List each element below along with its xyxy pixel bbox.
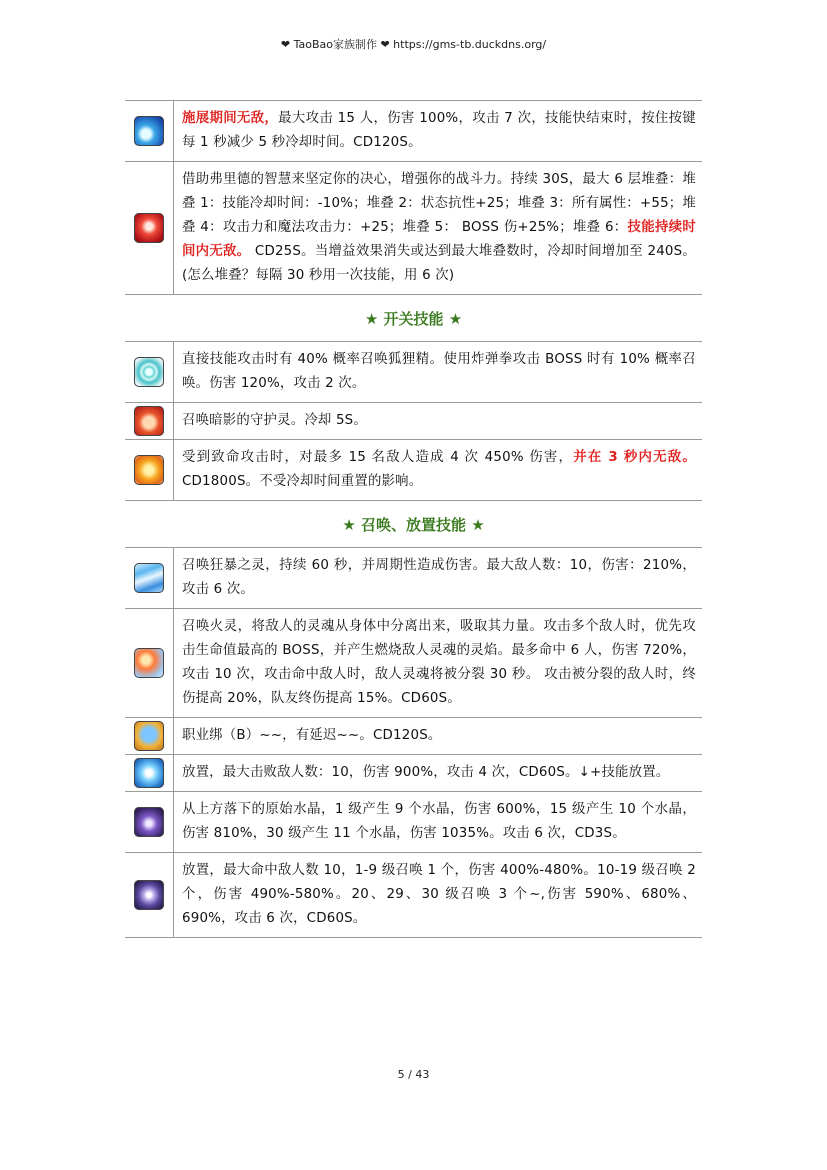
skill-description — [174, 101, 702, 161]
description-text: 职业绑（B）~~，有延迟~~。CD120S。 — [182, 728, 442, 743]
highlight-text: 施展期间无敌， — [182, 111, 279, 126]
skill-row — [125, 717, 702, 754]
page-number: 5 / 43 — [397, 1068, 430, 1081]
skill-icon-cell — [125, 755, 174, 791]
skill-description — [174, 853, 702, 937]
skill-description — [174, 609, 702, 717]
skill-row — [125, 341, 702, 402]
description-text: 从上方落下的原始水晶，1 级产生 9 个水晶，伤害 600%，15 级产生 10 个水晶，伤害 810%，30 级产生 11 个水晶，伤害 1035%。攻击 6 次，CD3S。 — [182, 802, 696, 841]
skill-description — [174, 718, 702, 754]
description-text: CD25S。当增益效果消失或达到最大堆叠数时，冷却时间增加至 240S。(怎么堆叠？每隔 30 秒用一次技能，用 6 次) — [182, 244, 697, 283]
teal-ring-icon — [134, 357, 164, 387]
skill-row — [125, 161, 702, 294]
skill-row — [125, 852, 702, 938]
highlight-text: 并在 3 秒内无敌。 — [573, 450, 697, 465]
red-face-icon — [134, 406, 164, 436]
description-text: 直接技能攻击时有 40% 概率召唤狐狸精。使用炸弹拳攻击 BOSS 时有 10% 概率召唤。伤害 120%，攻击 2 次。 — [182, 352, 696, 391]
orange-spirit-icon — [134, 455, 164, 485]
description-text: 受到致命攻击时，对最多 15 名敌人造成 4 次 450% 伤害， — [182, 450, 574, 465]
description-text: 召唤火灵，将敌人的灵魂从身体中分离出来，吸取其力量。攻击多个敌人时，优先攻击生命值最高的 BOSS，并产生燃烧敌人灵魂的灵焰。最多命中 6 人，伤害 720%，攻击 10 次，攻击命中敌人时，敌人灵魂将被分裂 30 秒。 攻击被分裂的敌人时，终伤提高 20%，队友终伤提高 15%。CD60S。 — [182, 619, 696, 706]
skill-description — [174, 755, 702, 791]
skill-icon-cell — [125, 853, 174, 937]
skill-row — [125, 439, 702, 500]
purple-orb-icon — [134, 880, 164, 910]
skill-icon-cell — [125, 101, 174, 161]
skill-icon-cell — [125, 548, 174, 608]
description-text: 借助弗里德的智慧来坚定你的决心，增强你的战斗力。持续 30S，最大 6 层堆叠：堆叠 1：技能冷却时间：-10%；堆叠 2：状态抗性+25；堆叠 3：所有属性：+55；堆叠 4：攻击力和魔法攻击力：+25；堆叠 5： BOSS 伤+25%；堆叠 6： — [182, 172, 696, 235]
section-toggle-skills: ★ 开关技能 ★ — [125, 294, 702, 341]
purple-crystal-icon — [134, 807, 164, 837]
description-text: CD1800S。不受冷却时间重置的影响。 — [182, 474, 423, 489]
skill-description — [174, 342, 702, 402]
skill-icon-cell — [125, 440, 174, 500]
skill-icon-cell — [125, 792, 174, 852]
skill-table — [125, 100, 702, 938]
skill-description — [174, 403, 702, 439]
description-text: 放置，最大命中敌人数 10，1-9 级召唤 1 个，伤害 400%-480%。10-19 级召唤 2 个，伤害 490%-580%。20、29、30 级召唤 3 个~,伤害 590%、680%、690%，攻击 6 次，CD60S。 — [182, 863, 696, 926]
description-text: 召唤暗影的守护灵。冷却 5S。 — [182, 413, 367, 428]
red-crest-icon — [134, 213, 164, 243]
description-text: 放置，最大击败敌人数：10，伤害 900%，攻击 4 次，CD60S。↓+技能放置。 — [182, 765, 670, 780]
skill-description — [174, 440, 702, 500]
highlight-text: 技能持续时间内无敌。 — [182, 220, 697, 259]
blue-wind-icon — [134, 563, 164, 593]
skill-description — [174, 162, 702, 294]
blue-slash-icon — [134, 116, 164, 146]
blue-cat-icon — [134, 721, 164, 751]
ice-burst-icon — [134, 758, 164, 788]
description-text: 召唤狂暴之灵，持续 60 秒，并周期性造成伤害。最大敌人数：10，伤害：210%，攻击 6 次。 — [182, 558, 696, 597]
skill-row — [125, 754, 702, 791]
skill-row — [125, 100, 702, 161]
skill-icon-cell — [125, 342, 174, 402]
skill-row — [125, 547, 702, 608]
skill-row — [125, 402, 702, 439]
skill-icon-cell — [125, 609, 174, 717]
skill-row — [125, 791, 702, 852]
skill-row — [125, 608, 702, 717]
page-header: ❤ TaoBao家族制作 ❤ https://gms-tb.duckdns.org/ — [280, 38, 547, 51]
skill-icon-cell — [125, 162, 174, 294]
section-summon-skills: ★ 召唤、放置技能 ★ — [125, 500, 702, 547]
description-text: 最大攻击 15 人，伤害 100%，攻击 7 次，技能快结束时，按住按键每 1 秒减少 5 秒冷却时间。CD120S。 — [182, 111, 696, 150]
fire-spirit-icon — [134, 648, 164, 678]
skill-icon-cell — [125, 403, 174, 439]
skill-description — [174, 792, 702, 852]
skill-description — [174, 548, 702, 608]
skill-icon-cell — [125, 718, 174, 754]
